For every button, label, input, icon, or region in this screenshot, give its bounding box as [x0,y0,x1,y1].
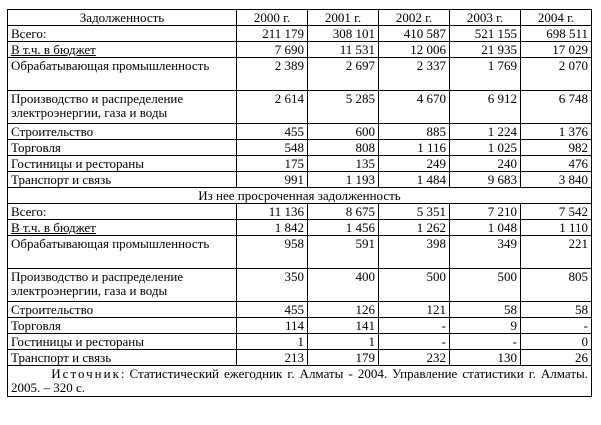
header-year: 2003 г. [450,10,521,26]
cell-value: 0 [521,334,592,350]
table-row [8,91,592,124]
source-note [8,366,592,397]
cell-value: 126 [308,302,379,318]
row-label: Гостиницы и рестораны [8,156,237,172]
cell-value: 2 070 [521,58,592,91]
cell-value: 548 [237,140,308,156]
row-label: Торговля [8,140,237,156]
cell-value: 9 [450,318,521,334]
row-label: Всего: [8,204,237,220]
cell-value: 12 006 [379,42,450,58]
cell-value: 7 690 [237,42,308,58]
document-page [7,9,591,397]
cell-value: 1 262 [379,220,450,236]
cell-value: 179 [308,350,379,366]
cell-value: 349 [450,236,521,269]
cell-value: 8 675 [308,204,379,220]
table-row [8,156,592,172]
cell-value: 2 697 [308,58,379,91]
row-label: Торговля [8,318,237,334]
source-prefix: Источник [51,366,121,381]
table-row [8,172,592,188]
cell-value: 400 [308,269,379,302]
row-label: Всего: [8,26,237,42]
cell-value: 135 [308,156,379,172]
table-row [8,302,592,318]
cell-value: 885 [379,124,450,140]
table-row [8,140,592,156]
row-label: Обрабатывающая промышленность [8,236,237,269]
cell-value: 308 101 [308,26,379,42]
cell-value: 1 376 [521,124,592,140]
header-year: 2004 г. [521,10,592,26]
cell-value: 1 456 [308,220,379,236]
row-label: Гостиницы и рестораны [8,334,237,350]
cell-value: 240 [450,156,521,172]
section-header-row [8,188,592,204]
cell-value: 500 [379,269,450,302]
table-row [8,26,592,42]
cell-value: 1 116 [379,140,450,156]
cell-value: 1 025 [450,140,521,156]
cell-value: 17 029 [521,42,592,58]
cell-value: 1 048 [450,220,521,236]
cell-value: 991 [237,172,308,188]
cell-value: 591 [308,236,379,269]
table-row [8,42,592,58]
cell-value: 805 [521,269,592,302]
cell-value: 211 179 [237,26,308,42]
cell-value: 11 531 [308,42,379,58]
cell-value: 58 [521,302,592,318]
table-row [8,236,592,269]
row-label: В т.ч. в бюджет [8,220,237,236]
row-label: Транспорт и связь [8,350,237,366]
section-title: Из нее просроченная задолженность [8,188,592,204]
cell-value: 958 [237,236,308,269]
cell-value: 4 670 [379,91,450,124]
row-label: Производство и распределение электроэнергии, газа и воды [8,269,237,302]
header-year: 2001 г. [308,10,379,26]
cell-value: 213 [237,350,308,366]
row-label: Строительство [8,124,237,140]
cell-value: 698 511 [521,26,592,42]
cell-value: 521 155 [450,26,521,42]
cell-value: 350 [237,269,308,302]
table-row [8,58,592,91]
cell-value: 1 193 [308,172,379,188]
table-row [8,350,592,366]
cell-value: 1 842 [237,220,308,236]
cell-value: 6 748 [521,91,592,124]
header-year: 2002 г. [379,10,450,26]
cell-value: 476 [521,156,592,172]
source-row [8,366,592,397]
table-row [8,269,592,302]
cell-value: 600 [308,124,379,140]
cell-value: - [379,334,450,350]
cell-value: 410 587 [379,26,450,42]
row-label: Производство и распределение электроэнергии, газа и воды [8,91,237,124]
cell-value: 982 [521,140,592,156]
cell-value: 1 [308,334,379,350]
cell-value: - [379,318,450,334]
cell-value: 6 912 [450,91,521,124]
cell-value: 7 210 [450,204,521,220]
cell-value: 455 [237,302,308,318]
cell-value: 808 [308,140,379,156]
cell-value: 5 351 [379,204,450,220]
cell-value: 500 [450,269,521,302]
table-row [8,204,592,220]
cell-value: 1 224 [450,124,521,140]
table-row [8,334,592,350]
table-row [8,220,592,236]
cell-value: 9 683 [450,172,521,188]
cell-value: 2 614 [237,91,308,124]
cell-value: 7 542 [521,204,592,220]
header-label: Задолженность [8,10,237,26]
cell-value: 3 840 [521,172,592,188]
cell-value: 130 [450,350,521,366]
table-row [8,124,592,140]
cell-value: - [521,318,592,334]
source-text: : Статистический ежегодник г. Алматы - 2004. Управление статистики г. Алматы. 2005. – 320 с. [11,366,588,395]
cell-value: - [450,334,521,350]
header-year: 2000 г. [237,10,308,26]
cell-value: 5 285 [308,91,379,124]
row-label: В т.ч. в бюджет [8,42,237,58]
cell-value: 398 [379,236,450,269]
cell-value: 58 [450,302,521,318]
cell-value: 249 [379,156,450,172]
cell-value: 175 [237,156,308,172]
row-label: Транспорт и связь [8,172,237,188]
cell-value: 232 [379,350,450,366]
row-label: Обрабатывающая промышленность [8,58,237,91]
cell-value: 21 935 [450,42,521,58]
cell-value: 114 [237,318,308,334]
header-row [8,10,592,26]
table-row [8,318,592,334]
cell-value: 11 136 [237,204,308,220]
cell-value: 2 337 [379,58,450,91]
cell-value: 141 [308,318,379,334]
debt-table [7,9,592,397]
cell-value: 121 [379,302,450,318]
cell-value: 2 389 [237,58,308,91]
cell-value: 455 [237,124,308,140]
cell-value: 1 [237,334,308,350]
row-label: Строительство [8,302,237,318]
cell-value: 1 769 [450,58,521,91]
cell-value: 221 [521,236,592,269]
cell-value: 1 110 [521,220,592,236]
cell-value: 26 [521,350,592,366]
cell-value: 1 484 [379,172,450,188]
